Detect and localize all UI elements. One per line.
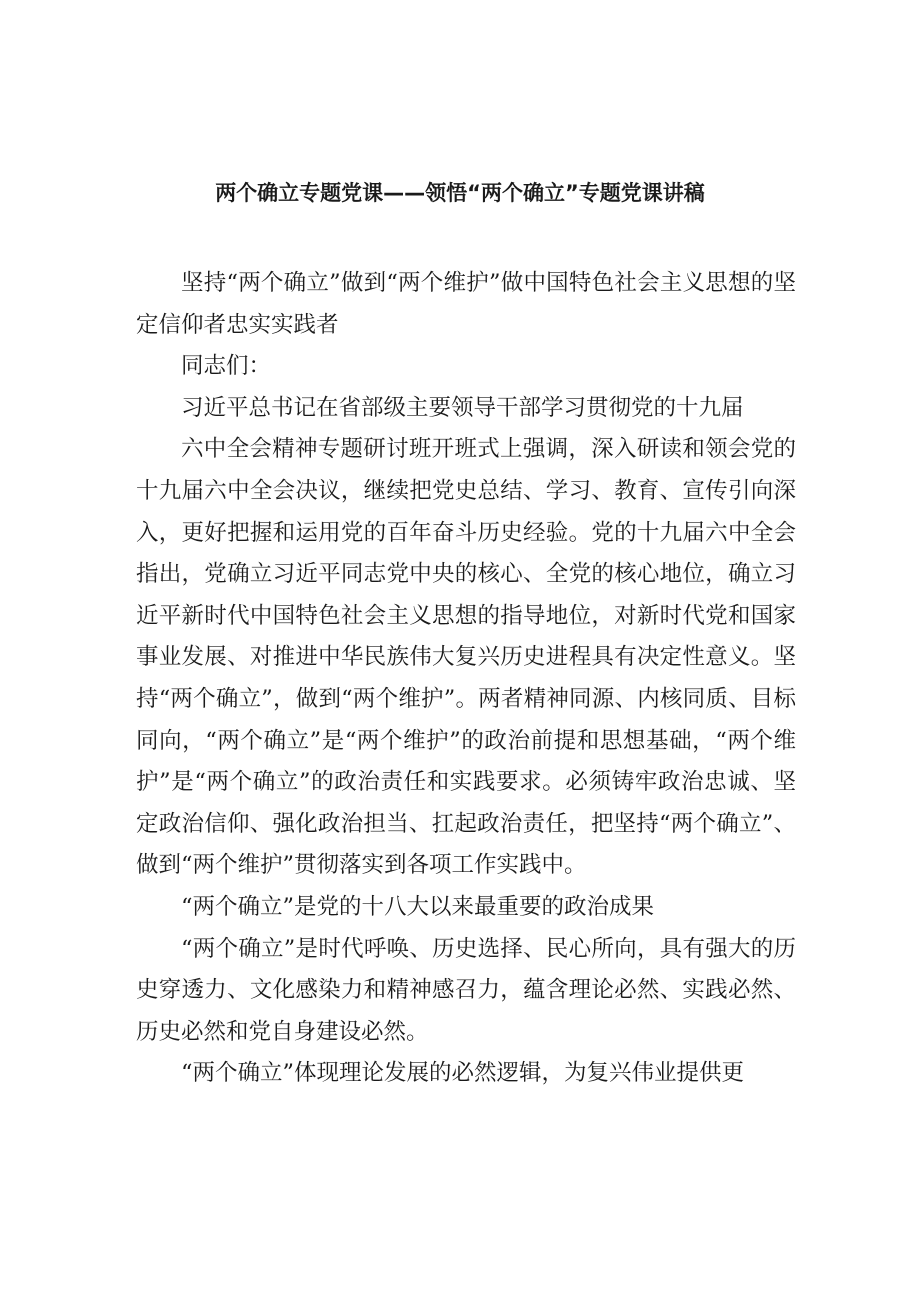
document-title: 两个确立专题党课——领悟“两个确立”专题党课讲稿	[215, 181, 705, 205]
paragraph-section-body: “两个确立”是时代呼唤、历史选择、民心所向，具有强大的历史穿透力、文化感染力和精神感召力，蕴含理论必然、实践必然、历史必然和党自身建设必然。	[136, 935, 796, 1045]
paragraph-section-heading: “两个确立”是党的十八大以来最重要的政治成果	[181, 893, 655, 920]
paragraph-main: 六中全会精神专题研讨班开班式上强调，深入研读和领会党的十九届六中全会决议，继续把党史总结、学习、教育、宣传引向深入，更好把握和运用党的百年奋斗历史经验。党的十九届六中全会指出，党确立习近平同志党中央的核心、全党的核心地位，确立习近平新时代中国特色社会主义思想的指导地位，对新时代党和国家事业发展、对推进中华民族伟大复兴历史进程具有决定性意义。坚持“两个确立”，做到“两个维护”。两者精神同源、内核同质、目标同向，“两个确立”是“两个维护”的政治前提和思想基础，“两个维护”是“两个确立”的政治责任和实践要求。必须铸牢政治忠诚、坚定政治信仰、强化政治担当、扛起政治责任，把坚持“两个确立”、做到“两个维护”贯彻落实到各项工作实践中。	[136, 436, 796, 879]
paragraph-intro-line: 习近平总书记在省部级主要领导干部学习贯彻党的十九届	[181, 394, 744, 421]
paragraph-continuation: “两个确立”体现理论发展的必然逻辑，为复兴伟业提供更	[181, 1060, 745, 1087]
document-body	[136, 263, 796, 1095]
paragraph-salutation: 同志们：	[181, 353, 272, 380]
paragraph-heading: 坚持“两个确立”做到“两个维护”做中国特色社会主义思想的坚定信仰者忠实实践者	[136, 270, 796, 338]
